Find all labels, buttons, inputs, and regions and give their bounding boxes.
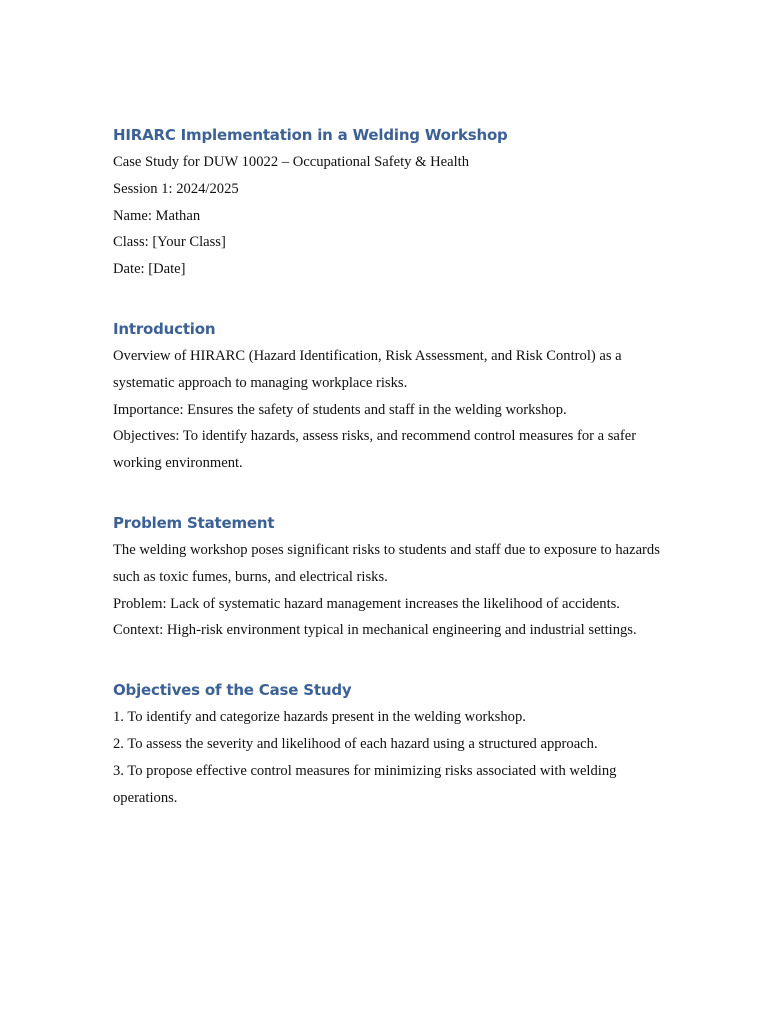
problem-statement-heading: Problem Statement [113,513,275,532]
introduction-importance: Importance: Ensures the safety of students and staff in the welding workshop. [113,401,567,418]
course-line: Case Study for DUW 10022 – Occupational Safety & Health [113,154,469,170]
objective-item-2: 2. To assess the severity and likelihood of each hazard using a structured approach. [113,735,598,752]
context-line: Context: High-risk environment typical in mechanical engineering and industrial settings. [113,622,637,639]
problem-line: Problem: Lack of systematic hazard management increases the likelihood of accidents. [113,595,620,612]
problem-statement-text: The welding workshop poses significant risks to students and staff due to exposure to hazards such as toxic fumes, burns, and electrical risks. [113,541,660,585]
session-line: Session 1: 2024/2025 [113,180,239,197]
introduction-objectives: Objectives: To identify hazards, assess risks, and recommend control measures for a safer working environment. [113,428,637,472]
date-line: Date: [Date] [113,261,186,278]
objective-item-1: 1. To identify and categorize hazards present in the welding workshop. [113,709,526,726]
introduction-heading: Introduction [113,319,216,338]
introduction-overview: Overview of HIRARC (Hazard Identification, Risk Assessment, and Risk Control) as a systematic approach to managing workplace risks. [113,347,622,391]
objective-item-3: 3. To propose effective control measures for minimizing risks associated with welding operations. [113,762,617,806]
class-line: Class: [Your Class] [113,234,226,251]
name-line: Name: Mathan [113,207,201,224]
document-title: HIRARC Implementation in a Welding Workshop [113,126,508,144]
objectives-heading: Objectives of the Case Study [113,681,352,700]
document-page [113,122,673,811]
